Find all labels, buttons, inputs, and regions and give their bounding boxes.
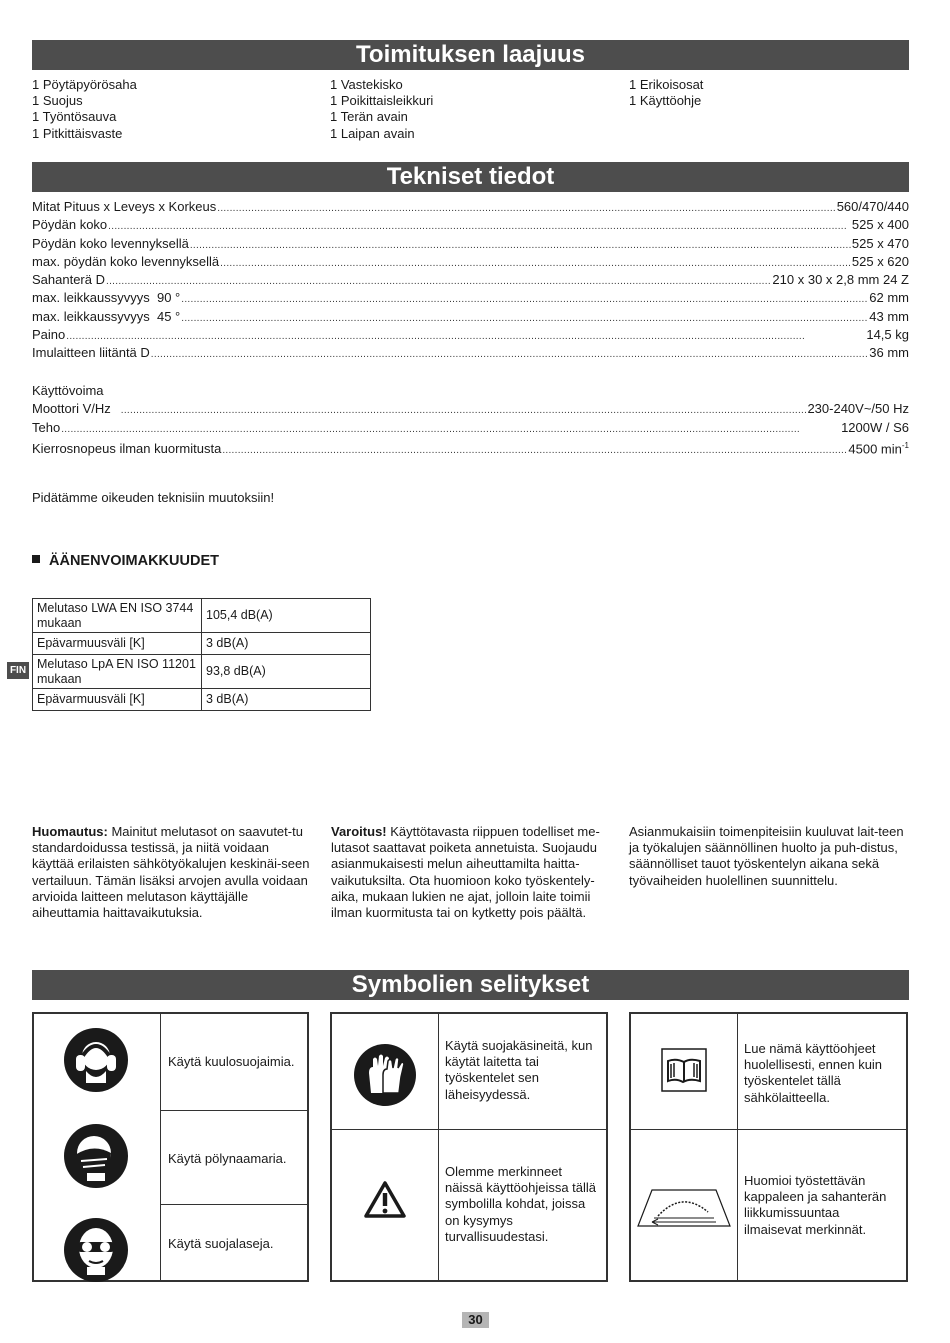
warning-paragraph [331, 824, 611, 921]
spec-value [848, 437, 909, 459]
scope-item: 1 Käyttöohje [629, 93, 702, 109]
spec-row [32, 326, 909, 344]
spec-label: max. leikkaussyvyys 90 ° [32, 290, 181, 306]
spec-value: 525 x 470 [851, 235, 909, 251]
leader-dots [61, 419, 840, 439]
spec-row [32, 271, 909, 289]
leader-dots [181, 289, 868, 309]
spec-row [32, 235, 909, 253]
symbols-heading: Symbolien selitykset [32, 970, 909, 1000]
spec-row [32, 437, 909, 455]
read-manual-icon [661, 1048, 707, 1092]
changes-note: Pidätämme oikeuden teknisiin muutoksiin! [32, 490, 275, 505]
power-title-text: Käyttövoima [32, 383, 104, 398]
leader-dots [151, 344, 868, 364]
saw-direction-icon [636, 1184, 734, 1230]
spec-label: Moottori V/Hz [32, 401, 111, 417]
noise-label: Melutaso LWA EN ISO 3744 mukaan [33, 599, 202, 633]
bullet-square-icon [32, 555, 40, 563]
leader-dots [217, 198, 835, 218]
noise-label: Epävarmuusväli [K] [33, 689, 202, 711]
leader-dots [190, 235, 851, 255]
spec-label: max. pöydän koko levennyksellä [32, 253, 220, 269]
language-tab: FIN [7, 662, 29, 679]
scope-item: 1 Terän avain [330, 109, 408, 125]
noise-heading-text: ÄÄNENVOIMAKKUUDET [49, 553, 219, 569]
noise-value: 93,8 dB(A) [202, 655, 371, 689]
symbol-box-gloves-warning [330, 1012, 608, 1282]
leader-dots [222, 440, 847, 460]
noise-label: Melutaso LpA EN ISO 11201 mukaan [33, 655, 202, 689]
symbol-box-ppe [32, 1012, 309, 1282]
spec-value: 36 mm [869, 345, 909, 361]
spec-row [32, 308, 909, 326]
page-number: 30 [462, 1312, 489, 1328]
safety-glasses-icon [63, 1217, 129, 1283]
spec-row [32, 198, 909, 216]
spec-row [32, 253, 909, 271]
measures-paragraph: Asianmukaisiin toimenpiteisiin kuuluvat lait-teen ja työkalujen säännöllinen huolto ja puh-distus, säännölliset tauot työskentelyn aikana sekä työvaiheiden huolellinen suunnittelu. [629, 824, 904, 888]
spec-row [32, 289, 909, 307]
table-row [33, 633, 371, 655]
noise-value: 105,4 dB(A) [202, 599, 371, 633]
table-row [33, 655, 371, 689]
warning-bold: Varoitus! [331, 824, 387, 839]
scope-col-2 [330, 77, 629, 142]
spec-value: 14,5 kg [866, 327, 909, 343]
spec-label: Imulaitteen liitäntä D [32, 345, 150, 361]
noise-table [32, 598, 371, 711]
table-row [33, 599, 371, 633]
spec-label: max. leikkaussyvyys 45 ° [32, 308, 181, 324]
note-paragraph [32, 824, 312, 921]
rpm-value: 4500 min [848, 441, 902, 457]
spec-label: Sahanterä D [32, 272, 105, 288]
warning-text: Käyttötavasta riippuen todelliset me-lutasot saattavat poiketa annetuista. Suojaudu asianmukaisesti melun aiheuttamilta haitta-vaikutuksilta. Ota huomioon koko työskentely-aika, mukaan lukien ne ajat, jolloin laite toimii ilman kuormitusta tai on kytketty pois päältä. [331, 824, 600, 921]
leader-dots [66, 326, 865, 346]
leader-dots [181, 308, 868, 328]
scope-of-delivery [32, 77, 909, 142]
note-bold: Huomautus: [32, 824, 108, 839]
scope-item: 1 Työntösauva [32, 109, 117, 125]
leader-dots [108, 216, 851, 236]
read-manual-text: Lue nämä käyttöohjeet huolellisesti, ennen kuin työskentelet tällä sähkölaitteella. [744, 1041, 883, 1105]
scope-col-1 [32, 77, 330, 142]
warning-text-symbol: Olemme merkinneet näissä käyttöohjeissa tällä symbolilla kohdat, joissa on kysymys turvallisuudestasi. [445, 1164, 597, 1244]
spec-label: Paino [32, 327, 66, 343]
spec-value: 43 mm [869, 308, 909, 324]
spec-label: Pöydän koko [32, 217, 108, 233]
noise-value: 3 dB(A) [202, 689, 371, 711]
spec-value: 560/470/440 [836, 199, 909, 214]
ear-protection-icon [63, 1027, 129, 1093]
table-row [33, 689, 371, 711]
symbol-box-manual-direction [629, 1012, 908, 1282]
saw-direction-text: Huomioi työstettävän kappaleen ja sahanterän liikkumissuuntaa ilmaisevat merkinnät. [744, 1173, 887, 1237]
rpm-unit-sup: -1 [901, 440, 909, 450]
warning-triangle-icon [363, 1180, 407, 1220]
noise-heading [32, 553, 219, 569]
spec-value: 525 x 400 [851, 217, 909, 233]
spec-row [32, 344, 909, 362]
safety-glasses-text: Käytä suojalaseja. [168, 1236, 274, 1251]
leader-dots [106, 271, 771, 291]
scope-item: 1 Poikittaisleikkuri [330, 93, 434, 109]
spec-row [32, 400, 909, 418]
noise-value: 3 dB(A) [202, 633, 371, 655]
spec-value: 1200W / S6 [841, 419, 909, 435]
scope-item: 1 Vastekisko [330, 77, 403, 92]
note-text: Mainitut melutasot on saavutet-tu standardoidussa testissä, ja niitä voidaan käyttää erilaisten sähkötyökalujen keskinäi-seen vertailuun. Tämän lisäksi arvojen avulla voidaan arvioida laitteen melutason käyttäjälle aiheuttamia haittavaikutuksia. [32, 824, 310, 921]
spec-value: 210 x 30 x 2,8 mm 24 Z [772, 272, 909, 288]
scope-item: 1 Pöytäpyörösaha [32, 77, 137, 92]
spec-label: Teho [32, 419, 61, 435]
spec-row [32, 216, 909, 234]
scope-item: 1 Pitkittäisvaste [32, 125, 123, 141]
power-title [32, 382, 909, 400]
ear-protection-text: Käytä kuulosuojaimia. [168, 1054, 295, 1069]
noise-label: Epävarmuusväli [K] [33, 633, 202, 655]
dust-mask-icon [63, 1123, 129, 1189]
scope-item: 1 Suojus [32, 93, 83, 109]
tech-heading: Tekniset tiedot [32, 162, 909, 192]
spec-row [32, 419, 909, 437]
scope-item: 1 Laipan avain [330, 125, 415, 141]
spec-label: Pöydän koko levennyksellä [32, 235, 189, 251]
gloves-text: Käytä suojakäsineitä, kun käytät laitetta tai työskentelet sen läheisyydessä. [445, 1038, 593, 1102]
gloves-icon [353, 1043, 417, 1107]
power-section [32, 382, 909, 455]
scope-heading: Toimituksen laajuus [32, 40, 909, 70]
leader-dots [220, 253, 851, 273]
spec-label: Mitat Pituus x Leveys x Korkeus [32, 199, 217, 214]
spec-value: 62 mm [869, 290, 909, 306]
dust-mask-text: Käytä pölynaamaria. [168, 1151, 287, 1166]
leader-dots [121, 400, 807, 420]
scope-col-3 [629, 77, 703, 142]
spec-value: 230-240V~/50 Hz [807, 401, 909, 417]
spec-list [32, 198, 909, 363]
scope-item: 1 Erikoisosat [629, 77, 704, 92]
spec-label: Kierrosnopeus ilman kuormitusta [32, 441, 222, 457]
spec-value: 525 x 620 [851, 253, 909, 269]
